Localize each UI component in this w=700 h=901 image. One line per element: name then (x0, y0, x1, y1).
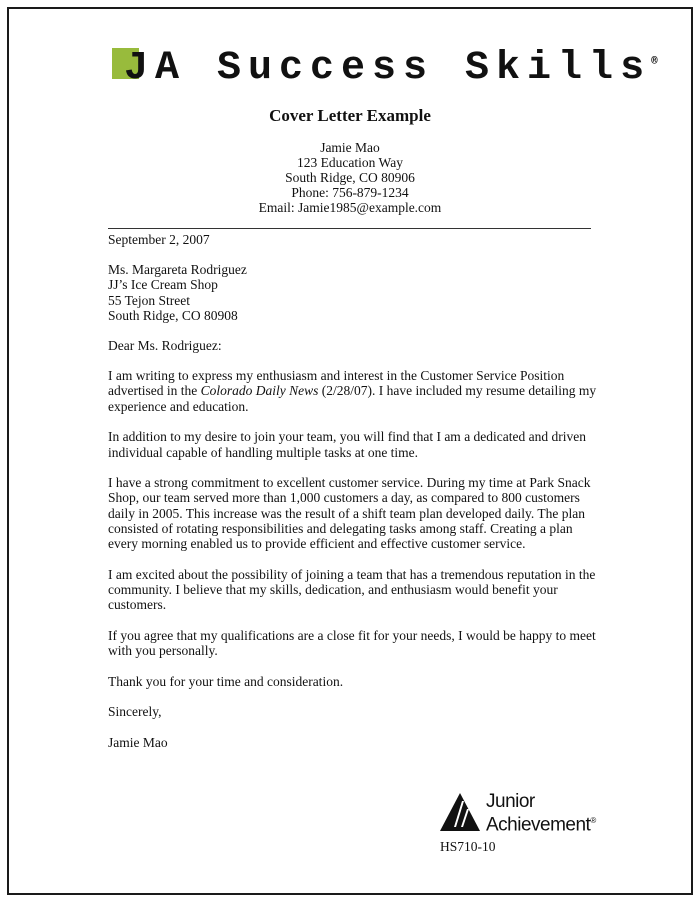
sender-name: Jamie Mao (320, 140, 380, 155)
recipient-company: JJ’s Ice Cream Shop (108, 277, 218, 293)
sender-city: South Ridge, CO 80906 (285, 170, 415, 185)
recipient-city: South Ridge, CO 80908 (108, 307, 238, 323)
recipient-address (108, 262, 598, 323)
junior-achievement-logo-icon (440, 793, 480, 831)
junior-achievement-name: Junior Achievement® (486, 791, 596, 836)
paragraph-1: I am writing to express my enthusiasm and interest in the Customer Service Position advertised in the Colorado Daily News (2/28/07). I have included my resume detailing my experience and education. (108, 368, 597, 414)
sender-address (0, 140, 700, 215)
signature-name: Jamie Mao (108, 735, 168, 751)
paragraph-6: Thank you for your time and consideration. (108, 673, 344, 689)
closing: Sincerely, (108, 704, 162, 720)
paragraph-3: I have a strong commitment to excellent customer service. During my time at Park Snack Shop, our team served more than 1,000 customers a day, as compared to 800 customers daily in 2005. This increase was the result of a shift team plan developed daily. The plan consisted of rotating responsibilities and delegating tasks among staff. Creating a plan every morning enabled us to provide efficient and effective customer service. (108, 475, 591, 552)
document-title: Cover Letter Example (269, 106, 431, 125)
paragraph-4: I am excited about the possibility of joining a team that has a tremendous reputation in the community. I believe that my skills, dedication, and enthusiasm would benefit your customers. (108, 566, 596, 613)
letter-body (108, 232, 598, 766)
sender-phone: Phone: 756-879-1234 (291, 185, 409, 200)
recipient-name: Ms. Margareta Rodriguez (108, 262, 247, 278)
salutation: Dear Ms. Rodriguez: (108, 338, 222, 354)
paragraph-5: If you agree that my qualifications are a close fit for your needs, I would be happy to meet with you personally. (108, 627, 596, 659)
paragraph-2: In addition to my desire to join your team, you will find that I am a dedicated and driven individual capable of handling multiple tasks at one time. (108, 429, 587, 460)
form-code: HS710-10 (440, 839, 496, 854)
header-divider (108, 228, 591, 229)
sender-email: Email: Jamie1985@example.com (258, 200, 442, 215)
brand-title: JA Success Skills® (124, 46, 658, 91)
sender-street: 123 Education Way (297, 155, 403, 170)
letter-date: September 2, 2007 (108, 232, 210, 247)
recipient-street: 55 Tejon Street (108, 292, 191, 308)
